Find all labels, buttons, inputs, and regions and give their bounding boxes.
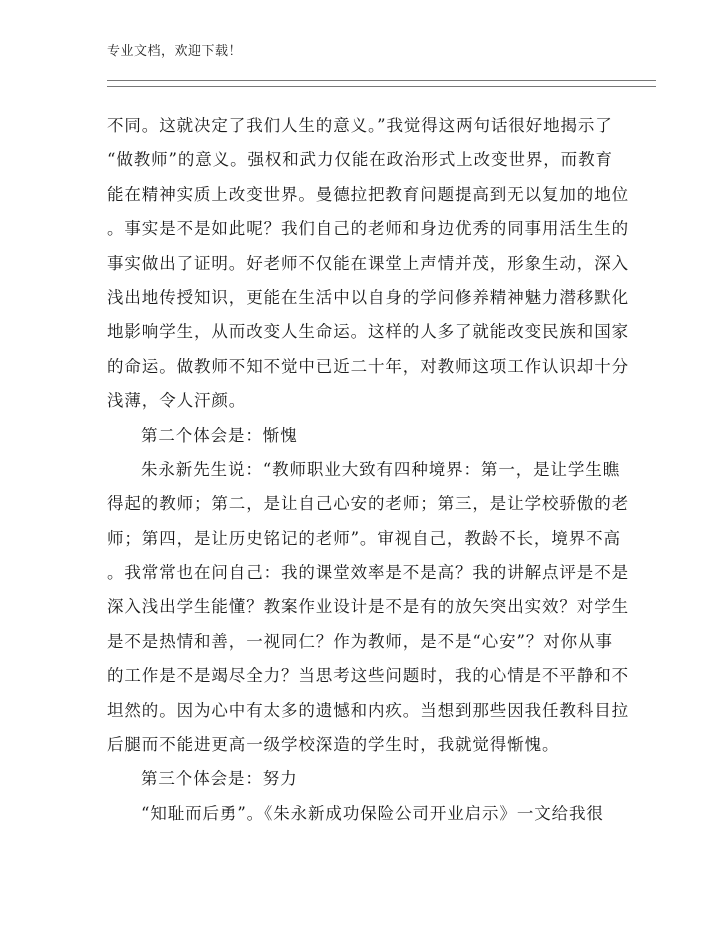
page-header: 专业文档，欢迎下载！	[107, 44, 243, 59]
body-line: 地影响学生，从而改变人生命运。这样的人多了就能改变民族和国家	[107, 322, 629, 342]
document-body	[107, 109, 629, 831]
body-line: 朱永新先生说：“教师职业大致有四种境界：第一，是让学生瞧	[141, 459, 621, 479]
body-line: 事实做出了证明。好老师不仅能在课堂上声情并茂，形象生动，深入	[107, 253, 629, 273]
body-line: 的工作是不是竭尽全力？当思考这些问题时，我的心情是不平静和不	[107, 666, 629, 686]
body-line: 师；第四，是让历史铭记的老师”。审视自己，教龄不长，境界不高	[107, 528, 621, 548]
body-line: “知耻而后勇”。《朱永新成功保险公司开业启示》一文给我很	[141, 803, 604, 823]
header-divider	[107, 80, 656, 87]
body-line: 深入浅出学生能懂？教案作业设计是不是有的放矢突出实效？对学生	[107, 597, 629, 617]
body-line: 的命运。做教师不知不觉中已近二十年，对教师这项工作认识却十分	[107, 356, 629, 376]
body-line: 。我常常也在问自己：我的课堂效率是不是高？我的讲解点评是不是	[107, 563, 629, 583]
body-line: 。事实是不是如此呢？我们自己的老师和身边优秀的同事用活生生的	[107, 219, 629, 239]
body-line: 第二个体会是：惭愧	[141, 425, 298, 445]
body-line: 第三个体会是：努力	[141, 769, 298, 789]
body-line: 浅出地传授知识，更能在生活中以自身的学问修养精神魅力潜移默化	[107, 287, 629, 307]
body-line: 不同。这就决定了我们人生的意义。”我觉得这两句话很好地揭示了	[107, 116, 613, 135]
body-line: 能在精神实质上改变世界。曼德拉把教育问题提高到无以复加的地位	[107, 184, 629, 204]
body-line: 得起的教师；第二，是让自己心安的老师；第三，是让学校骄傲的老	[107, 494, 629, 514]
body-line: 是不是热情和善，一视同仁？作为教师，是不是“心安”？对你从事	[107, 631, 613, 651]
body-line: 坦然的。因为心中有太多的遗憾和内疚。当想到那些因我任教科目拉	[107, 700, 629, 720]
body-line: 浅薄，令人汗颜。	[107, 391, 247, 411]
body-line: 后腿而不能进更高一级学校深造的学生时，我就觉得惭愧。	[107, 735, 560, 755]
body-line: “做教师”的意义。强权和武力仅能在政治形式上改变世界，而教育	[107, 150, 613, 170]
